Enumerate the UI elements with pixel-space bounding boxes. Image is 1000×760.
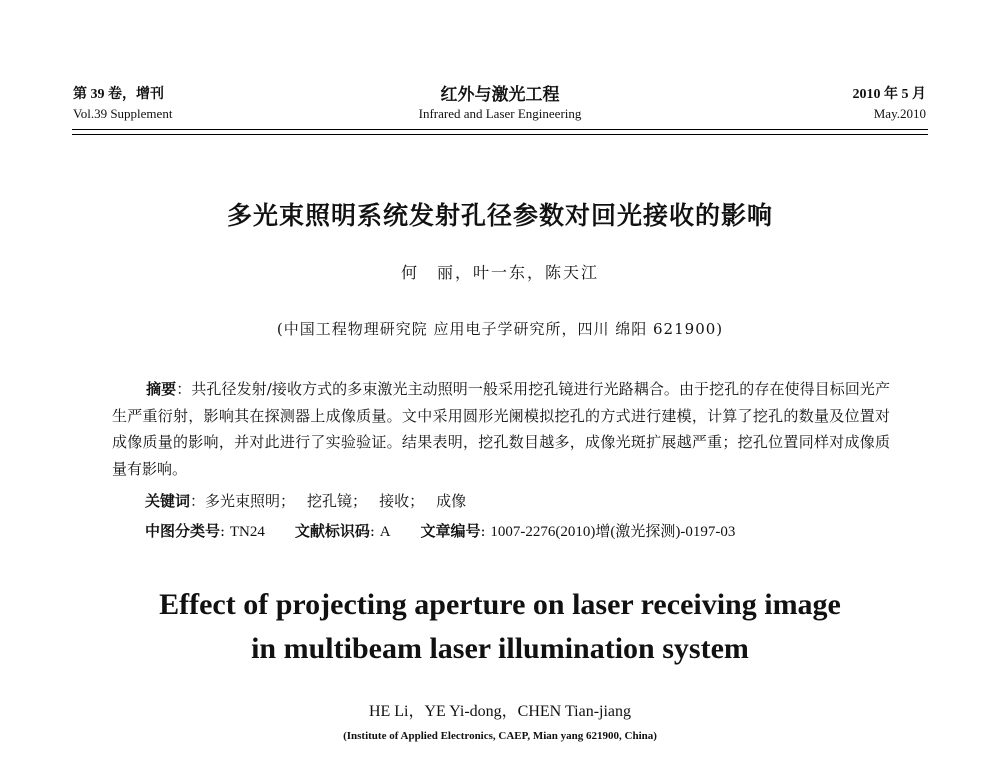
header-journal-cn: 红外与激光工程 (440, 85, 560, 104)
header-date (853, 85, 927, 122)
header-date-cn: 2010 年 5 月 (852, 87, 926, 102)
keywords (145, 490, 466, 511)
clc-value: TN24 (229, 524, 265, 540)
article-number-label: 文章编号 (420, 522, 481, 540)
header-volume-en: Vol.39 Supplement (73, 106, 173, 121)
abstract-text: 共孔径发射/接收方式的多束激光主动照明一般采用挖孔镜进行光路耦合。由于挖孔的存在使得目标回光产生严重衍射，影响其在探测器上成像质量。文中采用圆形光阑模拟挖孔的方式进行建模，计算了挖孔的数量及位置对成像质量的影响，并对此进行了实验验证。结果表明，挖孔数目越多，成像光斑扩展越严重；挖孔位置同样对成像质量有影响。 (112, 380, 890, 478)
abstract-colon: ： (176, 380, 192, 398)
header-date-en: May.2010 (873, 106, 926, 121)
doc-code-label: 文献标识码 (294, 522, 370, 540)
title-en-line1: Effect of projecting aperture on laser receiving image (159, 588, 841, 621)
header-rule-thin (72, 134, 928, 135)
header-volume-cn: 第 39 卷，增刊 (73, 87, 164, 102)
abstract-label: 摘要 (146, 380, 177, 398)
clc-label: 中图分类号 (145, 522, 221, 540)
article-number-value: 1007-2276(2010)增(激光探测)-0197-03 (490, 524, 736, 540)
title-en-line2: in multibeam laser illumination system (251, 632, 749, 665)
keyword-item: 多光束照明； (205, 492, 296, 510)
keyword-item: 接收； (379, 492, 425, 510)
affiliation-cn: (中国工程物理研究院 应用电子学研究所，四川 绵阳 621900) (276, 320, 724, 338)
keywords-colon: ： (190, 492, 206, 510)
doc-code-value: A (379, 524, 391, 540)
header-journal (0, 85, 1000, 122)
keyword-item: 成像 (436, 492, 467, 510)
authors-cn: 何 丽，叶一东，陈天江 (400, 263, 599, 282)
header-journal-en: Infrared and Laser Engineering (418, 106, 582, 121)
title-cn: 多光束照明系统发射孔径参数对回光接收的影响 (226, 201, 773, 230)
classification-line: 中图分类号: TN24 文献标识码: A 文章编号: 1007-2276(2010)增(激光探测)-0197-03 (145, 522, 736, 540)
affiliation-en: (Institute of Applied Electronics, CAEP, Mian yang 621900, China) (343, 730, 657, 742)
header-rule-thick (72, 129, 928, 130)
keywords-label: 关键词 (145, 492, 191, 510)
keyword-item: 挖孔镜； (307, 492, 368, 510)
authors-en: HE Li，YE Yi-dong，CHEN Tian-jiang (368, 703, 632, 720)
abstract (112, 376, 890, 482)
